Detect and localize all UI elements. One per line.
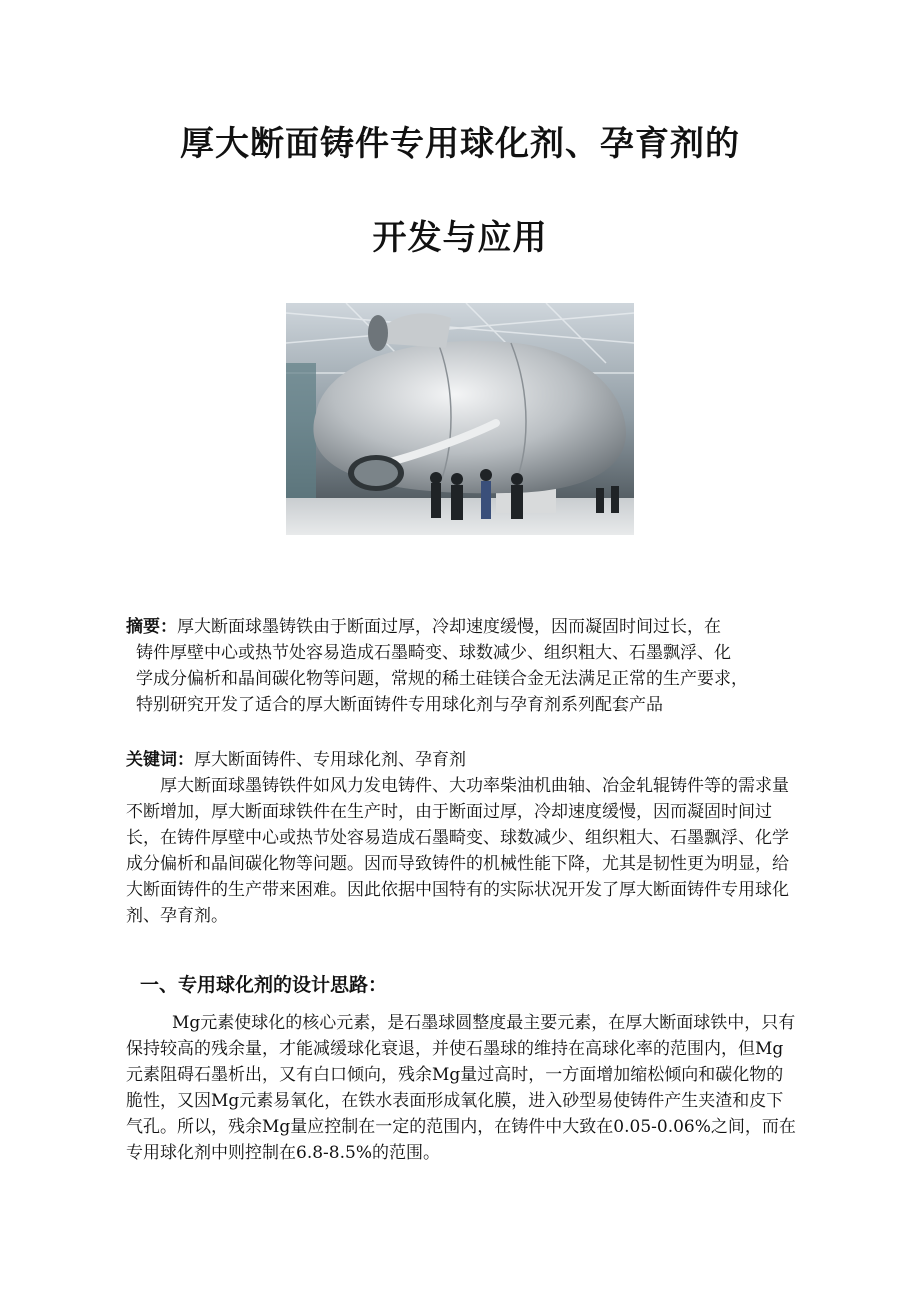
keywords-line (126, 747, 796, 773)
document-title-line-1: 厚大断面铸件专用球化剂、孕育剂的 (180, 124, 740, 164)
introduction-paragraph: 厚大断面球墨铸铁件如风力发电铸件、大功率柴油机曲轴、冶金轧辊铸件等的需求量不断增加，厚大断面球铁件在生产时，由于断面过厚，冷却速度缓慢，因而凝固时间过长，在铸件厚壁中心或热节处容易造成石墨畸变、球数减少、组织粗大、石墨飘浮、化学成分偏析和晶间碳化物等问题。因而导致铸件的机械性能下降，尤其是韧性更为明显，给大断面铸件的生产带来困难。因此依据中国特有的实际状况开发了厚大断面铸件专用球化剂、孕育剂。 (126, 776, 789, 926)
keywords-text: 厚大断面铸件、专用球化剂、孕育剂 (194, 750, 466, 770)
keywords-label: 关键词： (126, 750, 194, 770)
section-1-body: Mg元素使球化的核心元素，是石墨球圆整度最主要元素，在厚大断面球铁中，只有保持较高的残余量，才能减缓球化衰退，并使石墨球的维持在高球化率的范围内，但Mg元素阻碍石墨析出，又有白口倾向，残余Mg量过高时，一方面增加缩松倾向和碳化物的脆性，又因Mg元素易氧化，在铁水表面形成氧化膜，进入砂型易使铸件产生夹渣和皮下气孔。所以，残余Mg量应控制在一定的范围内，在铸件中大致在0.05-0.06%之间，而在专用球化剂中则控制在6.8-8.5%的范围。 (126, 1013, 796, 1163)
abstract-line-1: 厚大断面球墨铸铁由于断面过厚，冷却速度缓慢，因而凝固时间过长，在 (177, 617, 721, 637)
abstract-line-2: 铸件厚壁中心或热节处容易造成石墨畸变、球数减少、组织粗大、石墨飘浮、化 (136, 643, 731, 663)
abstract-paragraph (126, 614, 796, 718)
abstract-label: 摘要： (126, 617, 177, 637)
document-title-line-2: 开发与应用 (372, 218, 548, 258)
nacelle-photo-illustration (286, 303, 634, 535)
wind-turbine-nacelle-photo (286, 303, 634, 535)
section-1-heading: 一、专用球化剂的设计思路： (140, 974, 388, 996)
abstract-first-line (126, 614, 796, 640)
abstract-line-3: 学成分偏析和晶间碳化物等问题，常规的稀土硅镁合金无法满足正常的生产要求， (136, 669, 748, 689)
abstract-line-4: 特别研究开发了适合的厚大断面铸件专用球化剂与孕育剂系列配套产品 (136, 695, 663, 715)
